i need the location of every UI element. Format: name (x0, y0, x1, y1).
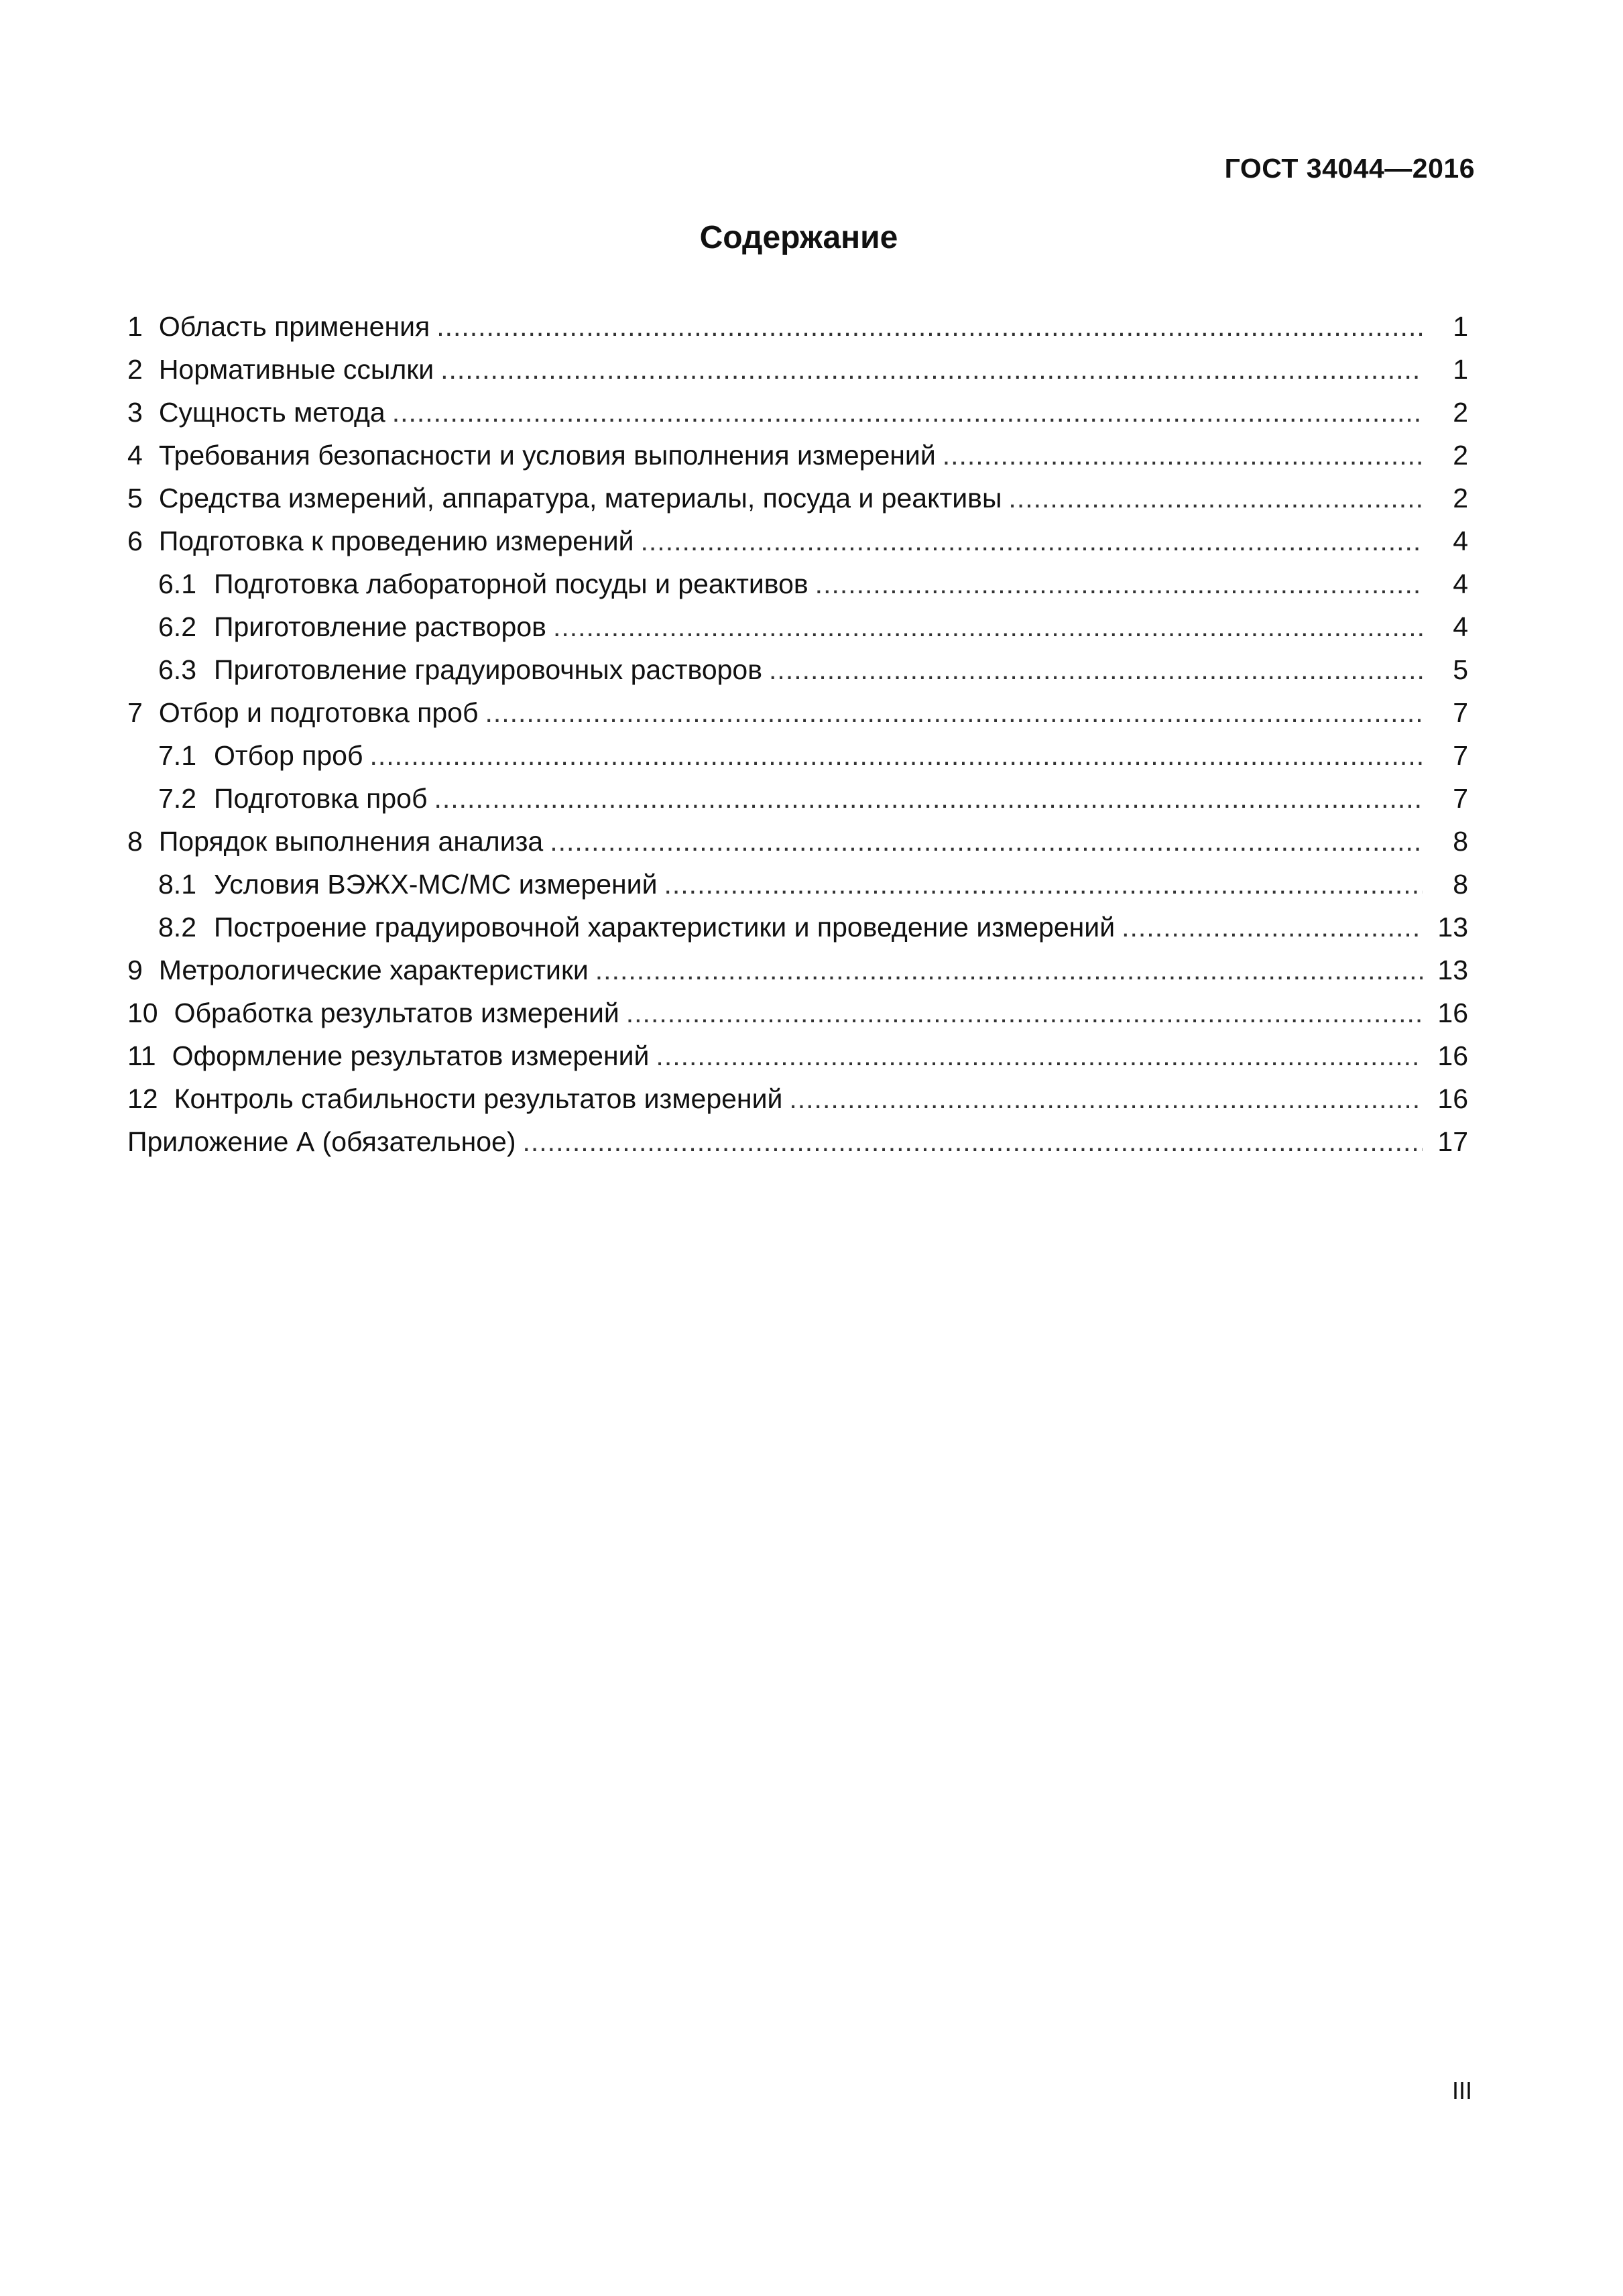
toc-entry-title: Обработка результатов измерений (174, 998, 619, 1028)
toc-entry-page: 13 (1437, 955, 1468, 985)
toc-entry[interactable] (127, 949, 1468, 991)
toc-dot-leader (436, 305, 1423, 348)
toc-entry-page: 13 (1437, 912, 1468, 943)
toc-entry-number: 6 (127, 526, 143, 556)
toc-entry-number: 7.1 (158, 740, 196, 771)
toc-entry[interactable] (127, 477, 1468, 520)
toc-dot-leader (815, 562, 1423, 605)
toc-entry-page: 8 (1453, 869, 1468, 900)
toc-entry-page: 8 (1453, 826, 1468, 857)
toc-entry-number: 8.2 (158, 912, 196, 943)
toc-entry-number: 6.2 (158, 611, 196, 642)
toc-entry-title: Сущность метода (158, 397, 385, 428)
toc-dot-leader (1008, 477, 1423, 520)
toc-entry-title: Порядок выполнения анализа (158, 826, 544, 857)
toc-entry[interactable] (127, 734, 1468, 777)
toc-entry[interactable] (127, 348, 1468, 391)
toc-entry[interactable] (127, 863, 1468, 906)
toc-entry-page: 5 (1453, 654, 1468, 685)
toc-entry-title: Подготовка проб (214, 783, 428, 814)
toc-entry-page: 4 (1453, 611, 1468, 642)
toc-entry-page: 7 (1453, 783, 1468, 814)
toc-entry[interactable] (127, 991, 1468, 1034)
toc-dot-leader (369, 734, 1423, 777)
toc-entry-page: 7 (1453, 740, 1468, 771)
toc-entry[interactable] (127, 520, 1468, 562)
toc-entry-page: 17 (1437, 1126, 1468, 1157)
toc-entry-title: Подготовка к проведению измерений (158, 526, 634, 556)
toc-entry-title: Приложение А (обязательное) (127, 1126, 516, 1157)
toc-entry-page: 2 (1453, 440, 1468, 471)
toc-entry-number: 7 (127, 697, 143, 728)
toc-entry-number: 4 (127, 440, 143, 471)
toc-entry-number: 6.3 (158, 654, 196, 685)
toc-entry-number: 9 (127, 955, 143, 985)
toc-dot-leader (656, 1034, 1423, 1077)
toc-entry-number: 11 (127, 1040, 156, 1071)
toc-entry-title: Контроль стабильности результатов измерений (174, 1083, 783, 1114)
toc-entry[interactable] (127, 1077, 1468, 1120)
toc-entry-title: Отбор проб (214, 740, 363, 771)
toc-entry-number: 5 (127, 483, 143, 513)
toc-entry-title: Подготовка лабораторной посуды и реактивов (214, 568, 808, 599)
toc-dot-leader (1122, 906, 1423, 949)
toc-entry-title: Условия ВЭЖХ-МС/МС измерений (214, 869, 658, 900)
toc-entry-number: 8 (127, 826, 143, 857)
toc-dot-leader (434, 777, 1423, 820)
toc-entry-page: 7 (1453, 697, 1468, 728)
toc-entry-title: Построение градуировочной характеристики и проведение измерений (214, 912, 1116, 943)
toc-entry[interactable] (127, 562, 1468, 605)
toc-entry-page: 2 (1453, 397, 1468, 428)
toc-dot-leader (553, 605, 1423, 648)
toc-entry[interactable] (127, 391, 1468, 434)
table-of-contents (127, 305, 1468, 1163)
toc-dot-leader (664, 863, 1423, 906)
toc-entry-page: 1 (1453, 311, 1468, 342)
toc-entry-page: 4 (1453, 526, 1468, 556)
toc-entry-number: 2 (127, 354, 143, 385)
toc-dot-leader (392, 391, 1423, 434)
page-title: Содержание (699, 220, 898, 255)
toc-dot-leader (485, 691, 1423, 734)
toc-entry-page: 2 (1453, 483, 1468, 513)
toc-entry[interactable] (127, 777, 1468, 820)
toc-entry-page: 16 (1437, 1040, 1468, 1071)
toc-entry[interactable] (127, 1120, 1468, 1163)
toc-entry-title: Метрологические характеристики (158, 955, 589, 985)
toc-dot-leader (595, 949, 1423, 991)
toc-entry-title: Требования безопасности и условия выполнения измерений (158, 440, 936, 471)
toc-entry-number: 1 (127, 311, 143, 342)
toc-dot-leader (440, 348, 1423, 391)
toc-entry-page: 4 (1453, 568, 1468, 599)
toc-dot-leader (943, 434, 1423, 477)
toc-entry-title: Отбор и подготовка проб (158, 697, 479, 728)
toc-entry-number: 7.2 (158, 783, 196, 814)
toc-entry[interactable] (127, 305, 1468, 348)
toc-dot-leader (626, 991, 1423, 1034)
toc-entry-number: 6.1 (158, 568, 196, 599)
toc-entry-title: Область применения (158, 311, 430, 342)
toc-dot-leader (641, 520, 1423, 562)
toc-entry-title: Средства измерений, аппаратура, материалы, посуда и реактивы (158, 483, 1002, 513)
toc-dot-leader (769, 648, 1423, 691)
toc-dot-leader (550, 820, 1423, 863)
toc-entry-number: 12 (127, 1083, 158, 1114)
toc-entry-page: 1 (1453, 354, 1468, 385)
toc-entry-title: Приготовление растворов (214, 611, 546, 642)
toc-entry-page: 16 (1437, 998, 1468, 1028)
toc-entry-title: Оформление результатов измерений (172, 1040, 650, 1071)
toc-entry[interactable] (127, 648, 1468, 691)
toc-entry[interactable] (127, 1034, 1468, 1077)
toc-entry-number: 8.1 (158, 869, 196, 900)
toc-entry[interactable] (127, 691, 1468, 734)
toc-entry-title: Нормативные ссылки (158, 354, 434, 385)
toc-dot-leader (789, 1077, 1423, 1120)
toc-entry-title: Приготовление градуировочных растворов (214, 654, 763, 685)
toc-entry[interactable] (127, 820, 1468, 863)
toc-entry-page: 16 (1437, 1083, 1468, 1114)
toc-dot-leader (523, 1120, 1423, 1163)
document-code: ГОСТ 34044—2016 (1224, 153, 1475, 184)
page-number: III (1451, 2077, 1472, 2104)
toc-entry-number: 3 (127, 397, 143, 428)
toc-entry[interactable] (127, 605, 1468, 648)
toc-entry[interactable] (127, 906, 1468, 949)
toc-entry[interactable] (127, 434, 1468, 477)
toc-entry-number: 10 (127, 998, 158, 1028)
